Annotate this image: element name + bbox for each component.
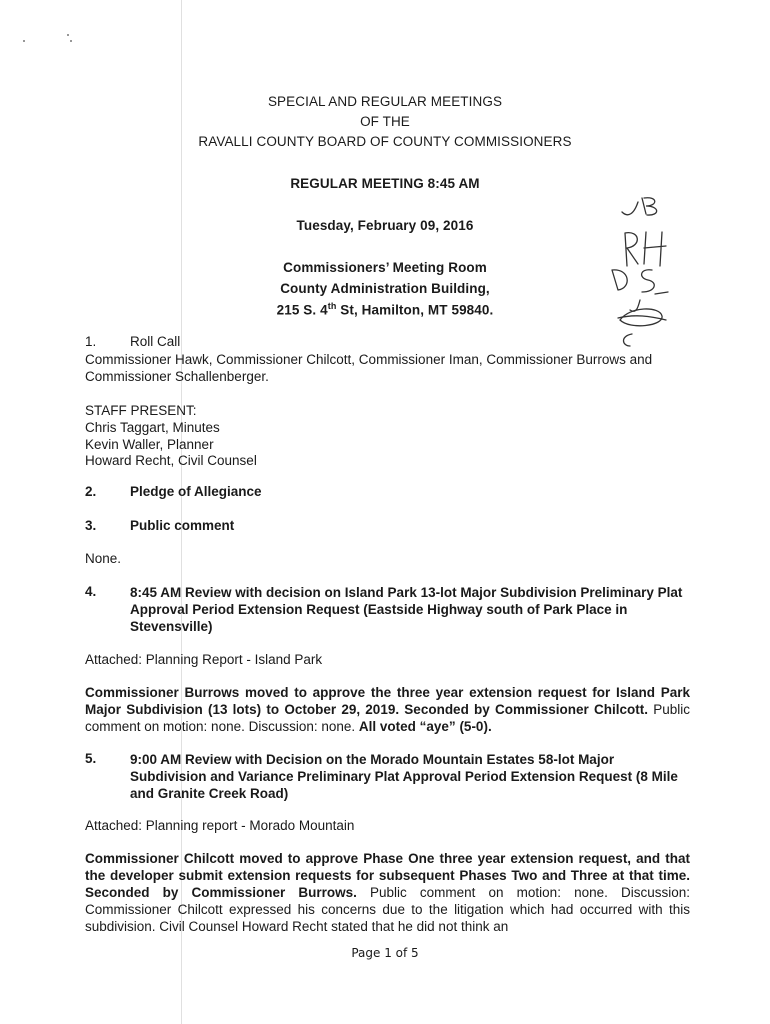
section-5-title: 9:00 AM Review with Decision on the Morado Mountain Estates 58-lot Major Subdivision and Variance Preliminary Plat Approval Period Extension Request (8 Mile and Granite Creek Road)	[130, 752, 678, 801]
staff-heading: STAFF PRESENT:	[85, 403, 197, 418]
section-5-motion: Commissioner Chilcott moved to approve Phase One three year extension request, and that the developer submit extension requests for subsequent Phases Two and Three at that time. Seconded by Commissioner Burrows. Public comment on motion: none. Discussion: Commissioner Chilcott expressed his concerns due to the litigation which had occurred with this subdivision. Civil Counsel Howard Recht stated that he did not think an	[85, 851, 690, 934]
section-4-motion: Commissioner Burrows moved to approve the three year extension request for Island Park Major Subdivision (13 lots) to October 29, 2019. Seconded by Commissioner Chilcott. Public comment on motion: none. Discussion: none. All voted “aye” (5-0).	[85, 685, 690, 734]
section-2-title: Pledge of Allegiance	[130, 484, 262, 499]
meeting-building: County Administration Building,	[280, 281, 490, 296]
handwritten-initials	[600, 188, 695, 358]
header-line-3: RAVALLI COUNTY BOARD OF COUNTY COMMISSIONERS	[198, 134, 572, 149]
section-4-number: 4.	[85, 584, 97, 599]
meeting-address: 215 S. 4th St, Hamilton, MT 59840.	[276, 301, 494, 318]
section-1-title: Roll Call	[130, 334, 181, 349]
section-4-title: 8:45 AM Review with decision on Island Park 13-lot Major Subdivision Preliminary Plat Approval Period Extension Request (Eastside Highway south of Park Place in Stevensville)	[130, 585, 683, 634]
section-5-number: 5.	[85, 751, 97, 766]
staff-member: Howard Recht, Civil Counsel	[85, 453, 257, 468]
meeting-time: REGULAR MEETING 8:45 AM	[290, 176, 480, 191]
section-4-attachment: Attached: Planning Report - Island Park	[85, 652, 323, 667]
staff-member: Chris Taggart, Minutes	[85, 420, 220, 435]
section-2-number: 2.	[85, 484, 97, 499]
page-number: Page 1 of 5	[351, 946, 419, 960]
section-3-title: Public comment	[130, 518, 235, 533]
header-line-1: SPECIAL AND REGULAR MEETINGS	[267, 94, 503, 109]
header-line-2: OF THE	[360, 114, 410, 129]
staff-member: Kevin Waller, Planner	[85, 437, 214, 452]
roll-call-text: Commissioner Hawk, Commissioner Chilcott, Commissioner Iman, Commissioner Burrows and Commissioner Schallenberger.	[85, 352, 653, 384]
meeting-date: Tuesday, February 09, 2016	[296, 218, 474, 233]
section-5-attachment: Attached: Planning report - Morado Mountain	[85, 818, 355, 833]
public-comment-text: None.	[85, 551, 122, 566]
section-3-number: 3.	[85, 518, 97, 533]
section-1-number: 1.	[85, 334, 97, 349]
meeting-room: Commissioners’ Meeting Room	[283, 260, 487, 275]
